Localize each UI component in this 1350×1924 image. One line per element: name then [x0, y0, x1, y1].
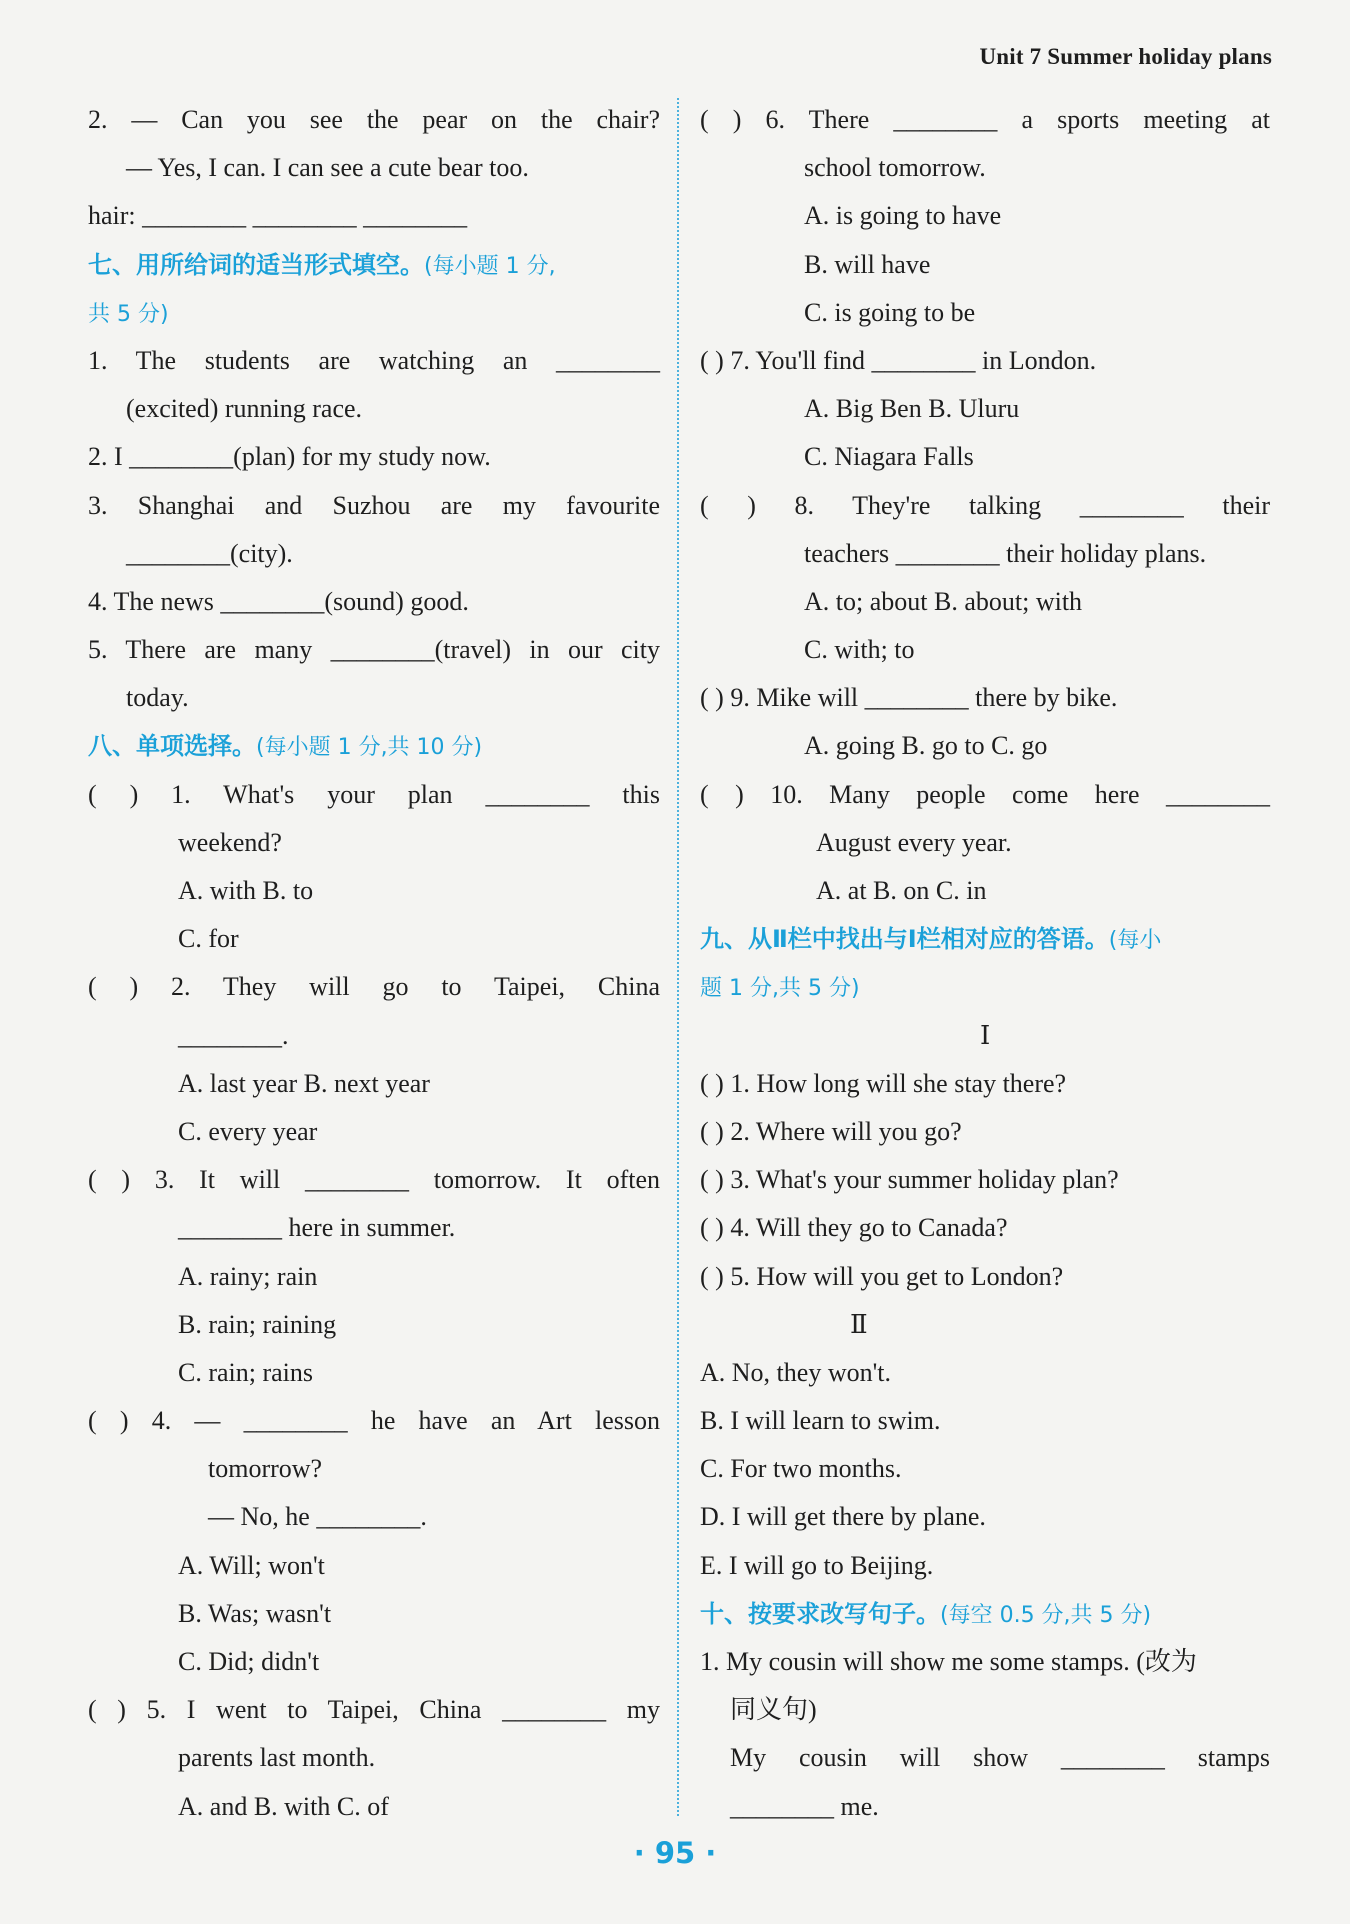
text-line: ________. — [178, 1020, 289, 1050]
text-line: A. with B. to — [178, 876, 314, 905]
text-line: A. at B. on C. in — [816, 876, 987, 905]
right-column — [700, 96, 1270, 1831]
text-line: today. — [126, 683, 189, 713]
text-line: tomorrow? — [208, 1454, 323, 1484]
text-line: A. is going to have — [804, 201, 1002, 231]
text-line: C. every year — [178, 1116, 318, 1146]
text-line: ( ) 4. Will they go to Canada? — [700, 1213, 1008, 1243]
text-line: B. rain; raining — [178, 1309, 337, 1339]
text-line: ( ) 1. What's your plan ________ this — [88, 779, 660, 809]
text-line: teachers ________ their holiday plans. — [804, 538, 1207, 568]
text-line: ________ here in summer. — [178, 1213, 456, 1243]
text-line: ( ) 6. There ________ a sports meeting at — [700, 105, 1270, 134]
text-line: C. rain; rains — [178, 1357, 314, 1387]
text-line: ( ) 8. They're talking ________ their — [700, 490, 1270, 520]
text-line: B. Was; wasn't — [178, 1598, 332, 1628]
text-line: B. I will learn to swim. — [700, 1406, 941, 1436]
text-line: A. and B. with C. of — [178, 1791, 389, 1821]
text-line: 3. Shanghai and Suzhou are my favourite — [88, 490, 660, 520]
text-line: A. going B. go to C. go — [804, 731, 1048, 761]
text-line: school tomorrow. — [804, 153, 986, 183]
text-line: A. last year B. next year — [178, 1068, 430, 1098]
text-line: ( ) 4. — ________ he have an Art lesson — [88, 1406, 660, 1436]
text-line: hair: ________ ________ ________ — [88, 201, 468, 231]
text-line: ( ) 2. Where will you go? — [700, 1116, 962, 1146]
text-line: ( ) 7. You'll find ________ in London. — [700, 345, 1097, 375]
text-line: ( ) 3. What's your summer holiday plan? — [700, 1165, 1119, 1195]
text-line: ( ) 2. They will go to Taipei, China — [88, 972, 660, 1002]
section-score-note: (每小题 1 分, — [424, 253, 556, 279]
text-line: A. Big Ben B. Uluru — [804, 394, 1020, 424]
text-line: C. Niagara Falls — [804, 442, 974, 472]
text-line: ________ me. — [730, 1791, 879, 1821]
section-score-note: (每小题 1 分,共 10 分) — [256, 735, 483, 761]
text-line: 2. I ________(plan) for my study now. — [88, 442, 491, 472]
text-line: C. Did; didn't — [178, 1647, 320, 1676]
section-title: 七、用所给词的适当形式填空。 — [88, 250, 424, 279]
text-line: ( ) 1. How long will she stay there? — [700, 1068, 1067, 1098]
text-line: — No, he ________. — [208, 1502, 427, 1532]
section-title: 八、单项选择。 — [88, 732, 256, 761]
text-line: E. I will go to Beijing. — [700, 1550, 934, 1580]
section-score-note: 共 5 分) — [88, 301, 169, 327]
column-divider — [677, 98, 679, 1816]
section-heading — [88, 289, 660, 337]
text-line: C. is going to be — [804, 297, 976, 327]
section-title: 九、从Ⅱ栏中找出与Ⅰ栏相对应的答语。 — [700, 925, 1109, 954]
text-line: 4. The news ________(sound) good. — [88, 586, 469, 616]
text-line: ( ) 3. It will ________ tomorrow. It often — [88, 1165, 660, 1195]
text-line: C. with; to — [804, 635, 915, 665]
text-line: Ⅱ — [850, 1309, 868, 1339]
text-line: 5. There are many ________(travel) in our city — [88, 635, 660, 665]
text-line: A. rainy; rain — [178, 1261, 318, 1291]
section-heading — [88, 241, 660, 289]
unit-header: Unit 7 Summer holiday plans — [979, 44, 1272, 69]
text-line: Ⅰ — [980, 1020, 991, 1050]
text-line: ( ) 5. I went to Taipei, China ________ my — [88, 1695, 660, 1725]
text-line: — Yes, I can. I can see a cute bear too. — [126, 153, 529, 183]
text-line: 1. My cousin will show me some stamps. (改为 — [700, 1647, 1197, 1676]
section-heading — [700, 963, 1270, 1011]
text-line: A. Will; won't — [178, 1550, 325, 1580]
text-line: ( ) 10. Many people come here ________ — [700, 779, 1270, 809]
section-score-note: (每小 — [1108, 928, 1162, 954]
text-line: A. No, they won't. — [700, 1357, 892, 1387]
text-line: August every year. — [816, 827, 1012, 857]
text-line: My cousin will show ________ stamps — [730, 1743, 1270, 1773]
page-number: · 95 · — [633, 1836, 717, 1870]
left-column — [88, 96, 660, 1831]
text-line: 1. The students are watching an ________ — [88, 345, 660, 375]
section-title: 十、按要求改写句子。 — [700, 1599, 940, 1628]
text-line: parents last month. — [178, 1743, 376, 1773]
text-line: (excited) running race. — [126, 394, 363, 424]
section-score-note: (每空 0.5 分,共 5 分) — [940, 1602, 1152, 1628]
section-heading — [700, 915, 1270, 963]
section-score-note: 题 1 分,共 5 分) — [700, 976, 860, 1002]
text-line: D. I will get there by plane. — [700, 1502, 986, 1532]
section-heading — [88, 722, 660, 770]
text-line: B. will have — [804, 249, 931, 279]
text-line: ________(city). — [126, 538, 293, 568]
text-line: C. For two months. — [700, 1454, 902, 1484]
text-line: ( ) 9. Mike will ________ there by bike. — [700, 683, 1118, 713]
text-line: ( ) 5. How will you get to London? — [700, 1261, 1064, 1291]
text-line: 2. — Can you see the pear on the chair? — [88, 105, 660, 134]
text-line: weekend? — [178, 827, 282, 857]
text-line: 同义句) — [730, 1695, 817, 1725]
text-line: A. to; about B. about; with — [804, 586, 1083, 616]
section-heading — [700, 1590, 1270, 1638]
text-line: C. for — [178, 924, 239, 954]
